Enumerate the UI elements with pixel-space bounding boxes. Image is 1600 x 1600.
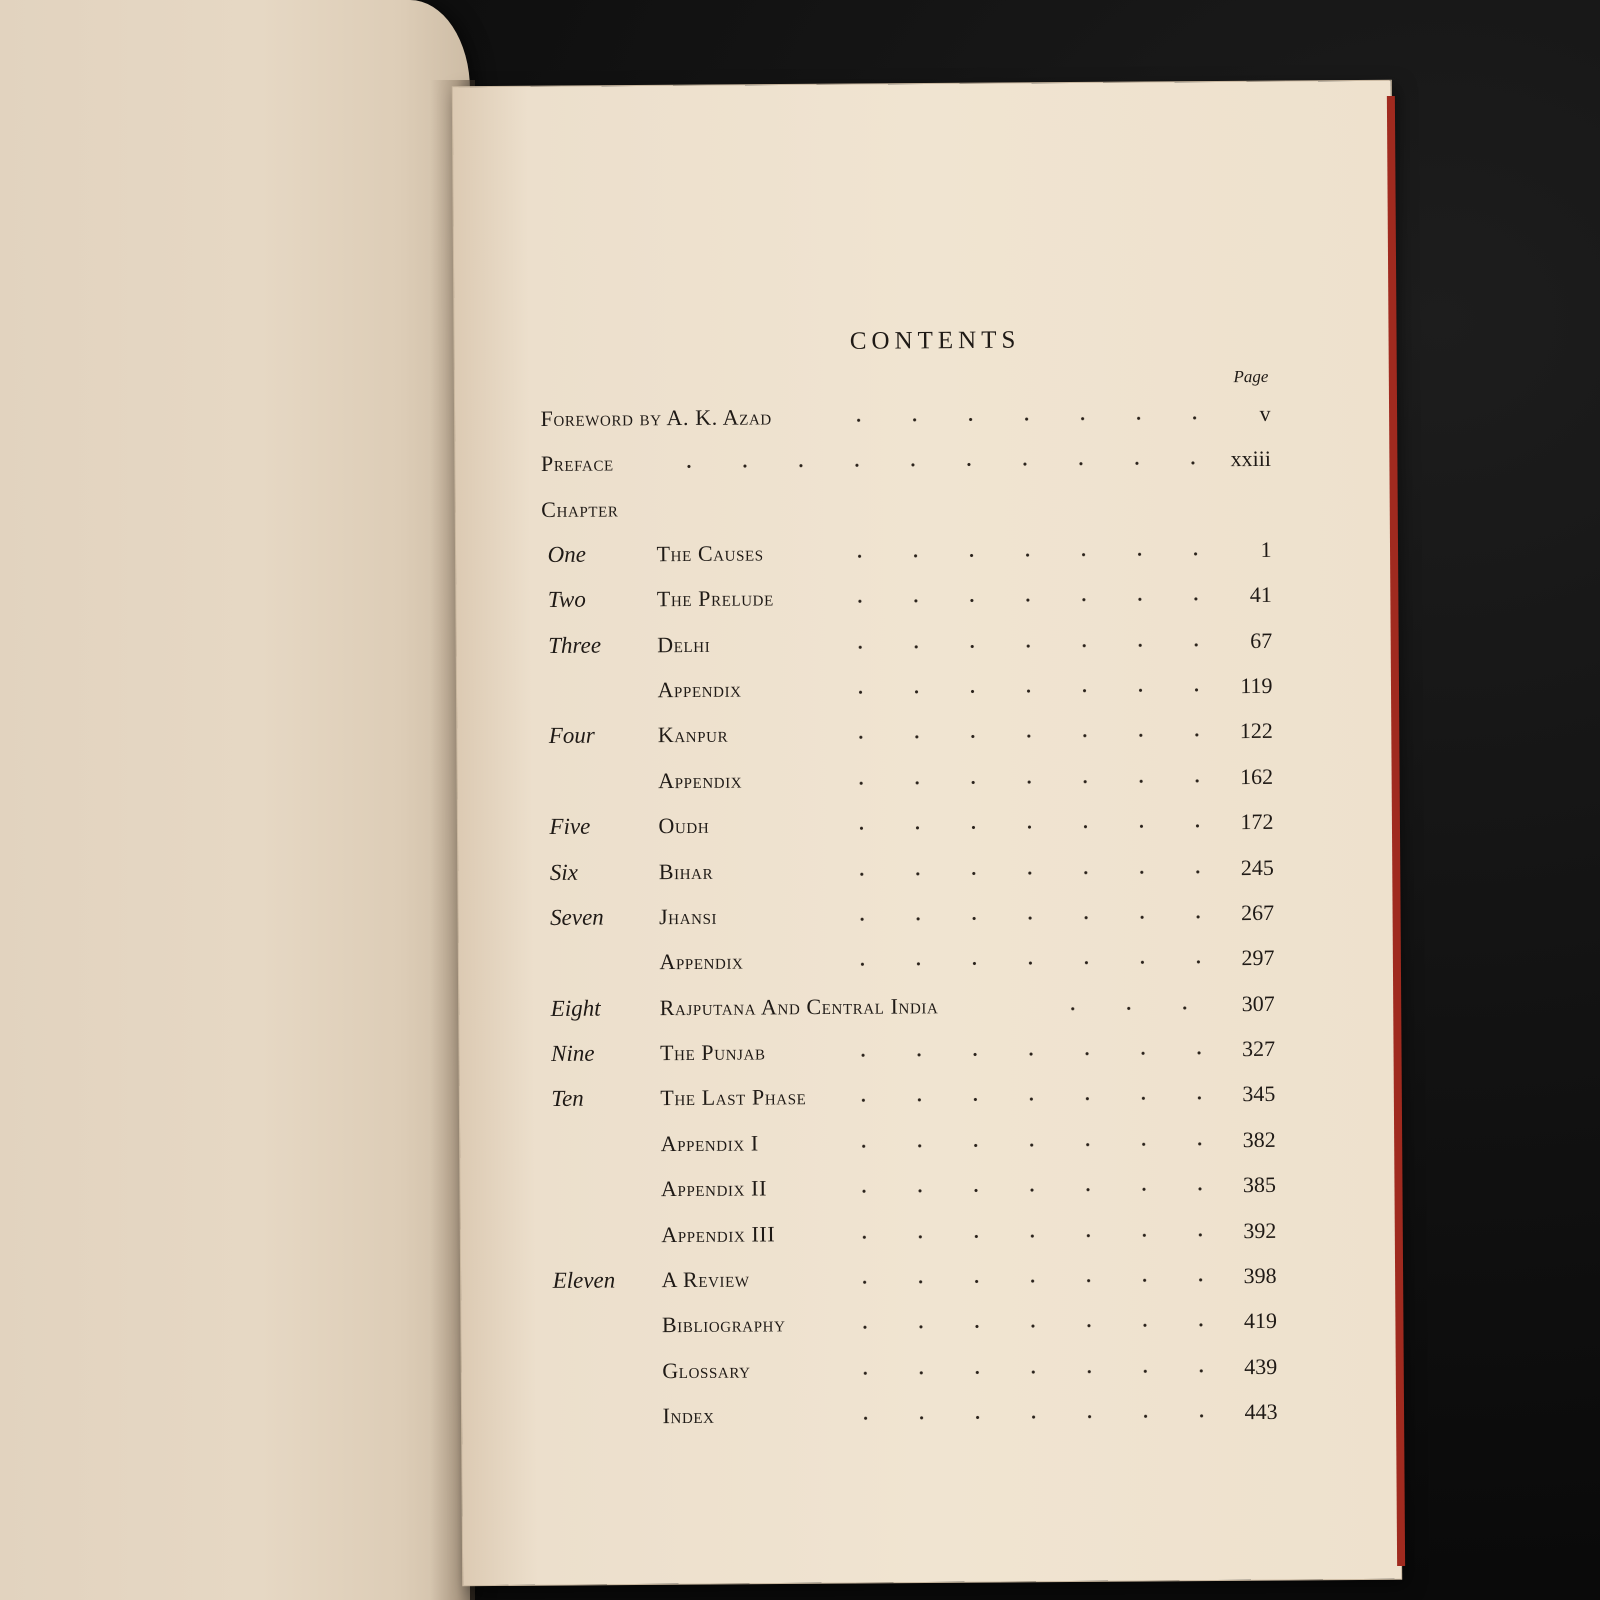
toc-page-number: 1 [1260, 536, 1272, 562]
toc-entry-title: The Prelude [656, 585, 774, 612]
dot-leader [837, 1389, 1217, 1437]
contents-heading: CONTENTS [849, 326, 1021, 355]
chapter-label-row [541, 482, 1271, 532]
toc-page-number: 382 [1242, 1126, 1276, 1152]
dot-leader [830, 391, 1210, 439]
toc-entry-row [542, 663, 1272, 713]
chapter-label: Chapter [541, 496, 619, 522]
toc-entry-row [547, 1389, 1277, 1439]
toc-entry-title: Oudh [658, 812, 710, 839]
toc-page-number: 67 [1250, 627, 1273, 653]
toc-page-number: 297 [1241, 945, 1275, 971]
dot-leader [836, 1163, 1216, 1211]
chapter-number: Eight [550, 995, 601, 1021]
dot-leader [835, 1026, 1215, 1074]
toc-entry-title: The Causes [656, 540, 764, 566]
toc-entry-row [546, 1253, 1276, 1303]
toc-front-matter-row [540, 391, 1270, 441]
toc-entry-title: The Last Phase [660, 1084, 807, 1111]
toc-entry-title: A Review [661, 1266, 750, 1293]
toc-entry-title: Bihar [658, 858, 714, 884]
chapter-number: Eleven [552, 1267, 616, 1293]
toc-page-number: 122 [1239, 718, 1273, 744]
toc-entry-title: Kanpur [657, 722, 729, 748]
dot-leader [661, 437, 1211, 486]
toc-entry-row [546, 1162, 1276, 1212]
toc-page-number: 119 [1240, 672, 1273, 699]
dot-leader [832, 618, 1212, 666]
toc-page-number: 245 [1240, 854, 1274, 880]
chapter-number: Five [549, 813, 591, 840]
chapter-number: Seven [550, 904, 604, 930]
toc-entry-title: Bibliography [661, 1311, 786, 1338]
toc-page-number: 172 [1240, 809, 1274, 835]
chapter-number: Six [549, 859, 578, 885]
chapter-number: Nine [550, 1040, 595, 1067]
toc-entry-row [547, 1344, 1277, 1394]
chapter-number: Four [548, 722, 595, 749]
toc-entry-title: Delhi [657, 631, 711, 657]
toc-entry-row [545, 1071, 1275, 1121]
dot-leader [834, 890, 1214, 938]
toc-page-number: 385 [1242, 1172, 1277, 1198]
toc-page-number: 307 [1241, 990, 1275, 1016]
dot-leader [831, 527, 1211, 575]
toc-entry-title: Appendix [657, 676, 742, 703]
dot-leader [834, 845, 1214, 893]
dot-leader [833, 709, 1213, 757]
page-column-heading: Page [1233, 366, 1269, 387]
chapter-number: Two [547, 586, 586, 613]
dot-leader [836, 1208, 1216, 1256]
dot-leader [837, 1344, 1217, 1392]
toc-entry-title: Glossary [662, 1357, 751, 1383]
toc-page-number: 267 [1240, 899, 1275, 926]
toc-entry-row [544, 935, 1274, 985]
toc-entry-row [543, 799, 1273, 849]
toc-entry-title: Appendix [659, 948, 744, 975]
toc-page-number: 162 [1240, 763, 1274, 789]
toc-entry-row [543, 754, 1273, 804]
contents-page [540, 325, 1278, 1440]
toc-page-number: 345 [1242, 1081, 1276, 1107]
toc-page-number: 439 [1244, 1353, 1278, 1379]
chapter-number: One [547, 541, 586, 567]
toc-entry-row [544, 890, 1274, 940]
left-book-page [0, 0, 470, 1600]
dot-leader [832, 663, 1212, 711]
dot-leader [833, 754, 1213, 802]
toc-entry-row [544, 844, 1274, 894]
toc-page-number: 443 [1244, 1399, 1278, 1425]
dot-leader [1045, 981, 1215, 1027]
toc-entry-list [541, 527, 1277, 1440]
dot-leader [834, 936, 1214, 984]
toc-entry-title: The Punjab [659, 1039, 766, 1066]
toc-page-number: 398 [1243, 1262, 1277, 1289]
toc-entry-row [545, 981, 1275, 1031]
toc-front-matter-row [541, 436, 1271, 486]
toc-entry-title: Appendix I [660, 1130, 759, 1157]
toc-page-number: 419 [1243, 1308, 1278, 1334]
toc-entry-row [546, 1208, 1276, 1258]
dot-leader [836, 1253, 1216, 1301]
toc-entry-title: Jhansi [659, 903, 718, 930]
toc-page-number: xxiii [1230, 446, 1272, 472]
toc-page-number: 327 [1241, 1035, 1276, 1062]
toc-entry-row [547, 1298, 1277, 1348]
dot-leader [836, 1117, 1216, 1165]
toc-page-number: v [1259, 400, 1271, 426]
chapter-number: Ten [551, 1086, 584, 1112]
toc-entry-row [542, 572, 1272, 622]
dot-leader [837, 1299, 1217, 1347]
toc-page-number: 392 [1243, 1217, 1277, 1243]
toc-entry-title: Appendix II [660, 1175, 768, 1202]
chapter-number: Three [548, 632, 602, 658]
toc-entry-row [545, 1026, 1275, 1076]
toc-entry-row [541, 527, 1271, 577]
dot-leader [835, 1072, 1215, 1120]
toc-entry-title: Foreword by A. K. Azad [540, 404, 772, 431]
toc-entry-row [542, 617, 1272, 667]
toc-entry-row [546, 1117, 1276, 1167]
toc-page-number: 41 [1249, 582, 1272, 608]
toc-entry-title: Index [662, 1403, 715, 1429]
dot-leader [833, 799, 1213, 847]
toc-entry-title: Rajputana And Central India [659, 992, 939, 1020]
dot-leader [832, 572, 1212, 620]
toc-entry-title: Appendix [658, 767, 743, 793]
toc-entry-title: Preface [540, 450, 614, 477]
toc-entry-row [543, 708, 1273, 758]
toc-entry-title: Appendix III [661, 1221, 776, 1247]
